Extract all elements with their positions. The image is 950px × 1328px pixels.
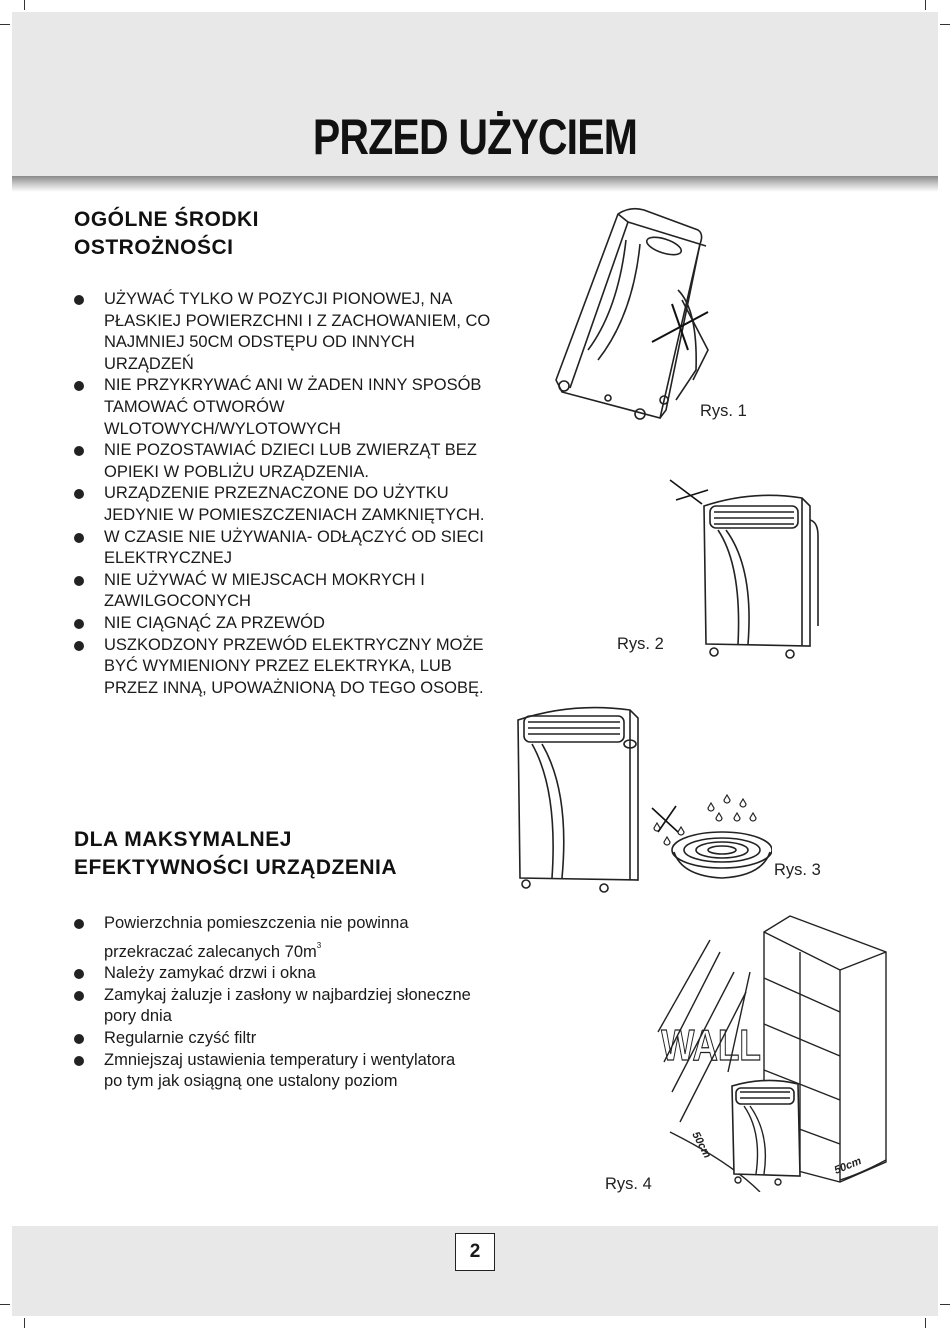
precautions-list (74, 289, 494, 699)
crop-mark (940, 1304, 950, 1305)
list-item: W CZASIE NIE UŻYWANIA- ODŁĄCZYĆ OD SIECI ELEKTRYCZNEJ (74, 527, 494, 570)
list-item (74, 913, 474, 963)
crop-mark (925, 0, 926, 10)
distance-right-label: 50cm (832, 1155, 864, 1177)
list-item: NIE CIĄGNĄĆ ZA PRZEWÓD (74, 613, 494, 635)
figure-4-clearance (650, 912, 890, 1192)
figure-3-water-bowl (512, 700, 772, 896)
list-item: URZĄDZENIE PRZEZNACZONE DO UŻYTKU JEDYNIE W POMIESZCZENIACH ZAMKNIĘTYCH. (74, 483, 494, 526)
crop-mark (24, 1318, 25, 1328)
list-item: NIE PRZYKRYWAĆ ANI W ŻADEN INNY SPOSÓB TAMOWAĆ OTWORÓW WLOTOWYCH/WYLOTOWYCH (74, 375, 494, 440)
figure-3-label: Rys. 3 (774, 861, 821, 879)
list-item: Należy zamykać drzwi i okna (74, 963, 474, 985)
list-item: USZKODZONY PRZEWÓD ELEKTRYCZNY MOŻE BYĆ WYMIENIONY PRZEZ ELEKTRYKA, LUB PRZEZ INNĄ, UPOWAŻNIONĄ DO TEGO OSOBĘ. (74, 635, 494, 700)
distance-left-label: 50cm (689, 1129, 714, 1161)
crop-mark (925, 1318, 926, 1328)
list-item: NIE UŻYWAĆ W MIEJSCACH MOKRYCH I ZAWILGOCONYCH (74, 570, 494, 613)
list-item: Zmniejszaj ustawienia temperatury i wentylatora po tym jak osiągną one ustalony poziom (74, 1050, 474, 1093)
figure-2-blocked-vent (662, 476, 822, 666)
page-number: 2 (455, 1233, 495, 1271)
list-item-text: Powierzchnia pomieszczenia nie powinna przekraczać zalecanych 70m (104, 914, 409, 961)
efficiency-list (74, 913, 474, 1093)
section1-heading-line1: OGÓLNE ŚRODKI (74, 208, 260, 231)
figure-1-label: Rys. 1 (700, 402, 747, 420)
wall-label: WALL (661, 1021, 761, 1070)
section1-heading (74, 206, 259, 262)
page-title: PRZED UŻYCIEM (312, 109, 638, 165)
section2-heading-line2: EFEKTYWNOŚCI URZĄDZENIA (74, 856, 397, 879)
crop-mark (0, 1304, 10, 1305)
crop-mark (0, 24, 10, 25)
list-item: Regularnie czyść filtr (74, 1028, 474, 1050)
crop-mark (940, 24, 950, 25)
figure-4-label: Rys. 4 (605, 1175, 652, 1193)
figure-1-tilted-unit (548, 200, 718, 430)
section2-heading (74, 826, 397, 882)
crop-mark (24, 0, 25, 10)
list-item: UŻYWAĆ TYLKO W POZYCJI PIONOWEJ, NA PŁASKIEJ POWIERZCHNI I Z ZACHOWANIEM, CO NAJMNIEJ 50CM ODSTĘPU OD INNYCH URZĄDZEŃ (74, 289, 494, 375)
section2-heading-line1: DLA MAKSYMALNEJ (74, 828, 292, 851)
list-item: NIE POZOSTAWIAĆ DZIECI LUB ZWIERZĄT BEZ OPIEKI W POBLIŻU URZĄDZENIA. (74, 440, 494, 483)
figure-2-label: Rys. 2 (617, 635, 664, 653)
superscript-3: 3 (316, 940, 322, 950)
header-shadow (12, 176, 938, 192)
list-item: Zamykaj żaluzje i zasłony w najbardziej słoneczne pory dnia (74, 985, 474, 1028)
section1-heading-line2: OSTROŻNOŚCI (74, 236, 234, 259)
